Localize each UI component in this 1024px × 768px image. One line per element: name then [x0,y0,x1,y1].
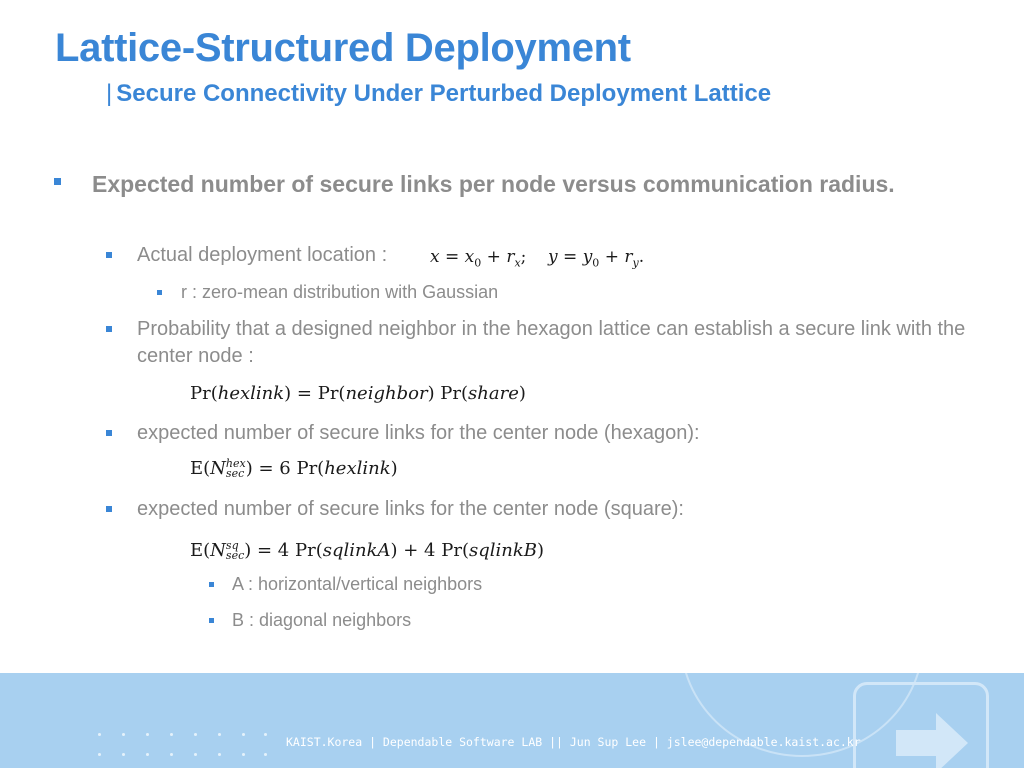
bullet-square-icon [106,506,112,512]
bullet-b-definition: B : diagonal neighbors [232,610,412,630]
bullet-a-definition: A : horizontal/vertical neighbors [232,574,483,594]
slide-subtitle [106,80,771,108]
equation-hex-expected: E(Nhex sec) = 6 Pr(hexlink) [190,457,398,480]
equation-hexlink: Pr(hexlink) = Pr(neighbor) Pr(share) [190,383,526,404]
bullet-square-icon [106,326,112,332]
bullet-hex-expected: expected number of secure links for the center node (hexagon): [137,422,700,444]
slide-title: Lattice-Structured Deployment [55,26,631,70]
arrow-right-icon [853,682,989,768]
bullet-actual-location: Actual deployment location : [137,244,388,266]
bullet-square-expected: expected number of secure links for the center node (square): [137,498,684,520]
footer-credits: KAIST.Korea | Dependable Software LAB || Jun Sup Lee | jslee@dependable.kaist.ac.kr [286,735,861,749]
bullet-square-icon [209,618,214,623]
subtitle-separator: | [106,80,113,107]
bullet-square-icon [54,178,61,185]
bullet-square-icon [106,252,112,258]
equation-square-expected: E(Nsq sec) = 4 Pr(sqlinkA) + 4 Pr(sqlinkB) [190,539,545,562]
bullet-square-icon [106,430,112,436]
footer-band [0,673,1024,768]
bullet-main: Expected number of secure links per node versus communication radius. [92,171,895,197]
bullet-square-icon [209,582,214,587]
equation-location: $x = x_0 + r_x$; $y = y_0 + r_y$. [430,247,645,270]
bullet-square-icon [157,290,162,295]
subtitle-text: Secure Connectivity Under Perturbed Deployment Lattice [116,80,772,107]
bullet-probability: Probability that a designed neighbor in the hexagon lattice can establish a secure link with the center node : [137,318,966,367]
bullet-r-definition: r : zero-mean distribution with Gaussian [181,282,499,302]
